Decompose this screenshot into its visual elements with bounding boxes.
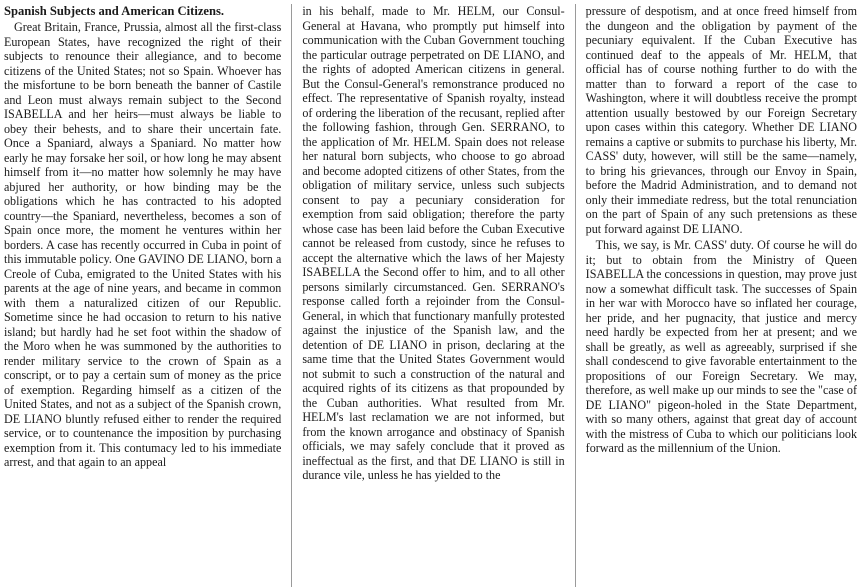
paragraph-1: Great Britain, France, Prussia, almost all the first-class European States, have recognized the right of their subjects to renounce their allegiance, and to become citizens of the United States; not so Spain. Whoever has the misfortune to be born beneath the banner of Castile and Leon must always remain subject to the Second ISABELLA and her heirs—must always be liable to obey their behests, and to share their uncertain fate. Once a Spaniard, always a Spaniard. No matter how early he may forsake her soil, or how long he may absent himself from it—no matter how solemnly he may have abjured her authority, or how binding may be the obligations which he has contracted to his adopted country—the Spaniard, nevertheless, becomes a son of Spain once more, the moment he ventures within her borders. A case has recently occurred in Cuba in point of this immutable policy. One GAVINO DE LIANO, born a Creole of Cuba, emigrated to the United States with his parents at the age of nine years, and became in common with them a naturalized citizen of our Republic. Sometime since he had occasion to return to his native island; but hardly had he set foot within the shadow of the Moro when he was summoned by the authorities to render military service to the crown of Spain as a conscript, or to pay a certain sum of money as the price of exemption. Regarding himself as a citizen of the United States, and not as a subject of the Spanish crown, DE LIANO bluntly refused either to render the required service, or to countenance the imposition by purchasing exemption from it. This contumacy led to his immediate arrest, and that again to an appeal	[4, 20, 282, 469]
paragraph-1-conclusion: pressure of despotism, and at once freed himself from the dungeon and the obligation by payment of the pecuniary equivalent. If the Cuban Executive has continued deaf to the appeals of Mr. HELM, that official has of course nothing further to do with the matter than to forward a report of the case to Washington, where it will doubtless receive the prompt attention usually bestowed by our Foreign Secretary upon cases within this category. Whether DE LIANO remains a captive or submits to purchase his liberty, Mr. CASS' duty, however, will still be the same—namely, to bring his grievances, through our Envoy in Spain, before the Madrid Administration, and to demand not only their immediate redress, but the total renunciation on the part of Spain of any such pretensions as these put forward against DE LIANO.	[585, 4, 857, 236]
paragraph-1-continued: in his behalf, made to Mr. HELM, our Consul-General at Havana, who promptly put himself into communication with the Cuban Government touching the particular outrage perpetrated on DE LIANO, and the rights of adopted American citizens in general. But the Consul-General's remonstrance produced no effect. The representative of Spanish royalty, instead of ordering the liberation of the recusant, replied after the following fashion, through Gen. SERRANO, to the application of Mr. HELM. Spain does not release her natural born subjects, who choose to go abroad and become adopted citizens of other States, from the obligation of military service, unless such subjects consent to pay a pecuniary consideration for exemption from said obligation; therefore the party whose case has been laid before the Cuban Executive cannot be released from custody, since he refuses to accept the alternative which the laws of her Majesty ISABELLA the Second offer to him, and to all other persons similarly circumstanced. Gen. SERRANO's response called forth a rejoinder from the Consul-General, in which that functionary manfully protested against the injustice of the Spanish law, and the detention of DE LIANO in prison, declaring at the same time that the United States Government would not submit to such a construction of the natural and acquired rights of its citizens as that propounded by the Cuban authorities. What resulted from Mr. HELM's last reclamation we are not informed, but from the known arrogance and obstinacy of Spanish officials, we may safely conclude that it proved as ineffectual as the first, and that DE LIANO is still in durance vile, unless he has yielded to the	[302, 4, 565, 482]
article-headline: Spanish Subjects and American Citizens.	[4, 4, 225, 18]
paragraph-2: This, we say, is Mr. CASS' duty. Of course he will do it; but to obtain from the Ministry of Queen ISABELLA the concessions in question, may prove just now a somewhat difficult task. The successes of Spain in her war with Morocco have so inflated her courage, her pride, and her pugnacity, that justice and mercy need hardly be expected from her at present; and we shall be greatly, as well as agreeably, surprised if she shall condescend to give favorable entertainment to the propositions of our Foreign Secretary. We may, therefore, as well make up our minds to see the "case of DE LIANO" pigeon-holed in the State Department, with so many others, against that great day of account with the mistress of Cuba to which our politicians look forward as the millennium of the Union.	[585, 238, 857, 455]
column-1	[4, 4, 291, 587]
column-3	[576, 4, 857, 587]
column-2	[292, 4, 574, 587]
